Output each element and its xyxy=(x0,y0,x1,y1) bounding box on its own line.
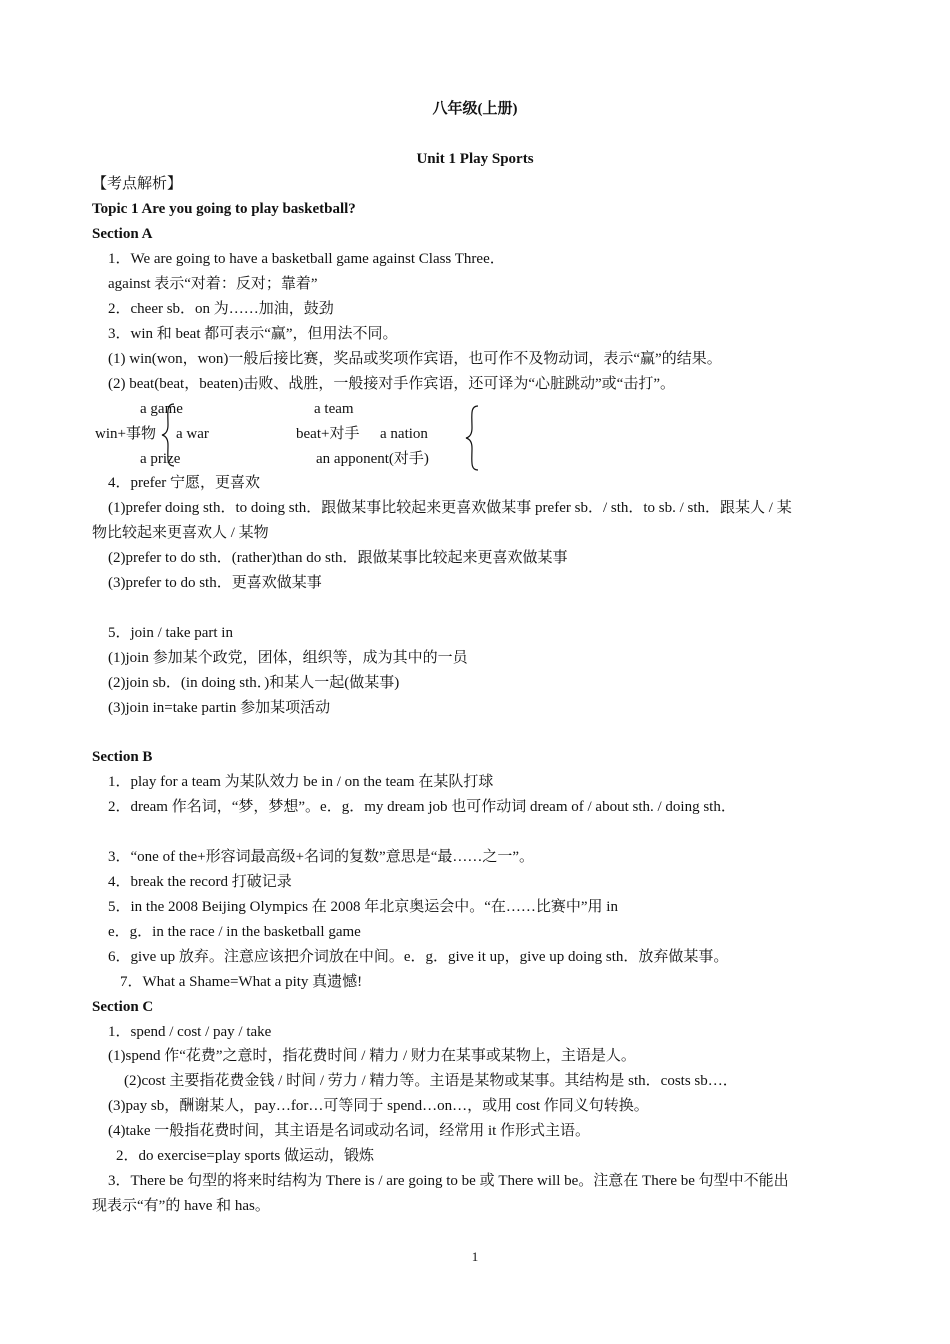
section-c-line: (4)take 一般指花费时间，其主语是名词或动名词，经常用 it 作形式主语。 xyxy=(108,1123,591,1139)
section-a-line: (2)prefer to do sth．(rather)than do sth．跟做某事比较起来更喜欢做某事 xyxy=(108,550,568,566)
win-prize: a prize xyxy=(140,451,181,467)
section-a-line: (2) beat(beat，beaten)击败、战胜，一般接对手作宾语，还可译为“心脏跳动”或“击打”。 xyxy=(108,376,675,392)
section-b-line: 2．dream 作名词，“梦，梦想”。e．g．my dream job 也可作动词 dream of / about sth. / doing sth． xyxy=(108,799,736,815)
kaodian-heading: 【考点解析】 xyxy=(92,176,183,192)
page-number: 1 xyxy=(471,1249,479,1264)
section-a-line: (1)prefer doing sth．to doing sth．跟做某事比较起来更喜欢做某事 prefer sb．/ sth．to sb. / sth．跟某人 / 某 xyxy=(108,500,792,516)
beat-label: beat+对手 xyxy=(296,426,360,442)
section-b-line: e．g．in the race / in the basketball game xyxy=(108,924,361,940)
section-a-line: 2．cheer sb．on 为……加油，鼓劲 xyxy=(108,301,334,317)
section-c-line: 3．There be 句型的将来时结构为 There is / are going to be 或 There will be。注意在 There be 句型中不能出 xyxy=(108,1173,789,1189)
section-c-line: 现表示“有”的 have 和 has。 xyxy=(92,1198,270,1214)
section-c-line: (1)spend 作“花费”之意时，指花费时间 / 精力 / 财力在某事或某物上，主语是人。 xyxy=(108,1048,636,1064)
section-a-line: against 表示“对着：反对；靠着” xyxy=(108,276,318,292)
section-a-line: (1)join 参加某个政党，团体，组织等，成为其中的一员 xyxy=(108,650,468,666)
section-c-line: 2．do exercise=play sports 做运动，锻炼 xyxy=(116,1148,375,1164)
section-c-heading: Section C xyxy=(92,999,154,1015)
section-a-line: (1) win(won，won)一般后接比赛，奖品或奖项作宾语，也可作不及物动词，表示“赢”的结果。 xyxy=(108,351,722,367)
section-a-line: 1．We are going to have a basketball game against Class Three． xyxy=(108,251,505,267)
section-a-line: 5．join / take part in xyxy=(108,625,233,641)
section-b-line: 4．break the record 打破记录 xyxy=(108,874,292,890)
win-game: a game xyxy=(140,401,183,417)
section-b-line: 6．give up 放弃。注意应该把介词放在中间。e．g．give it up，give up doing sth．放弃做某事。 xyxy=(108,949,729,965)
section-a-heading: Section A xyxy=(92,226,153,242)
section-b-line: 7．What a Shame=What a pity 真遗憾! xyxy=(120,974,363,990)
beat-team: a team xyxy=(314,401,354,417)
section-a-line: 3．win 和 beat 都可表示“赢”，但用法不同。 xyxy=(108,326,398,342)
section-a-line: 物比较起来更喜欢人 / 某物 xyxy=(92,525,269,541)
section-b-line: 5．in the 2008 Beijing Olympics 在 2008 年北京奥运会中。“在……比赛中”用 in xyxy=(108,899,618,915)
section-a-line: (3)join in=take partin 参加某项活动 xyxy=(108,700,331,716)
section-c-line: (3)pay sb，酬谢某人，pay…for…可等同于 spend…on…，或用 cost 作同义句转换。 xyxy=(108,1098,649,1114)
unit-title: Unit 1 Play Sports xyxy=(416,151,534,167)
section-b-line: 3．“one of the+形容词最高级+名词的复数”意思是“最……之一”。 xyxy=(108,849,535,865)
beat-brace-icon xyxy=(464,405,482,471)
section-a-line: (2)join sb．(in doing sth．)和某人一起(做某事) xyxy=(108,675,400,691)
section-a-line: (3)prefer to do sth．更喜欢做某事 xyxy=(108,575,322,591)
section-c-line: (2)cost 主要指花费金钱 / 时间 / 劳力 / 精力等。主语是某物或某事。其结构是 sth．costs sb…． xyxy=(124,1073,738,1089)
win-war: a war xyxy=(176,426,209,442)
beat-nation: a nation xyxy=(380,426,428,442)
beat-opponent: an apponent(对手) xyxy=(316,451,429,467)
topic-title: Topic 1 Are you going to play basketball? xyxy=(92,201,356,217)
section-b-heading: Section B xyxy=(92,749,153,765)
section-b-line: 1．play for a team 为某队效力 be in / on the team 在某队打球 xyxy=(108,774,494,790)
section-a-line: 4．prefer 宁愿，更喜欢 xyxy=(108,475,261,491)
page-title: 八年级(上册) xyxy=(432,101,518,117)
win-label: win+事物 xyxy=(95,426,156,442)
win-brace-icon xyxy=(160,403,178,467)
section-c-line: 1．spend / cost / pay / take xyxy=(108,1024,272,1040)
